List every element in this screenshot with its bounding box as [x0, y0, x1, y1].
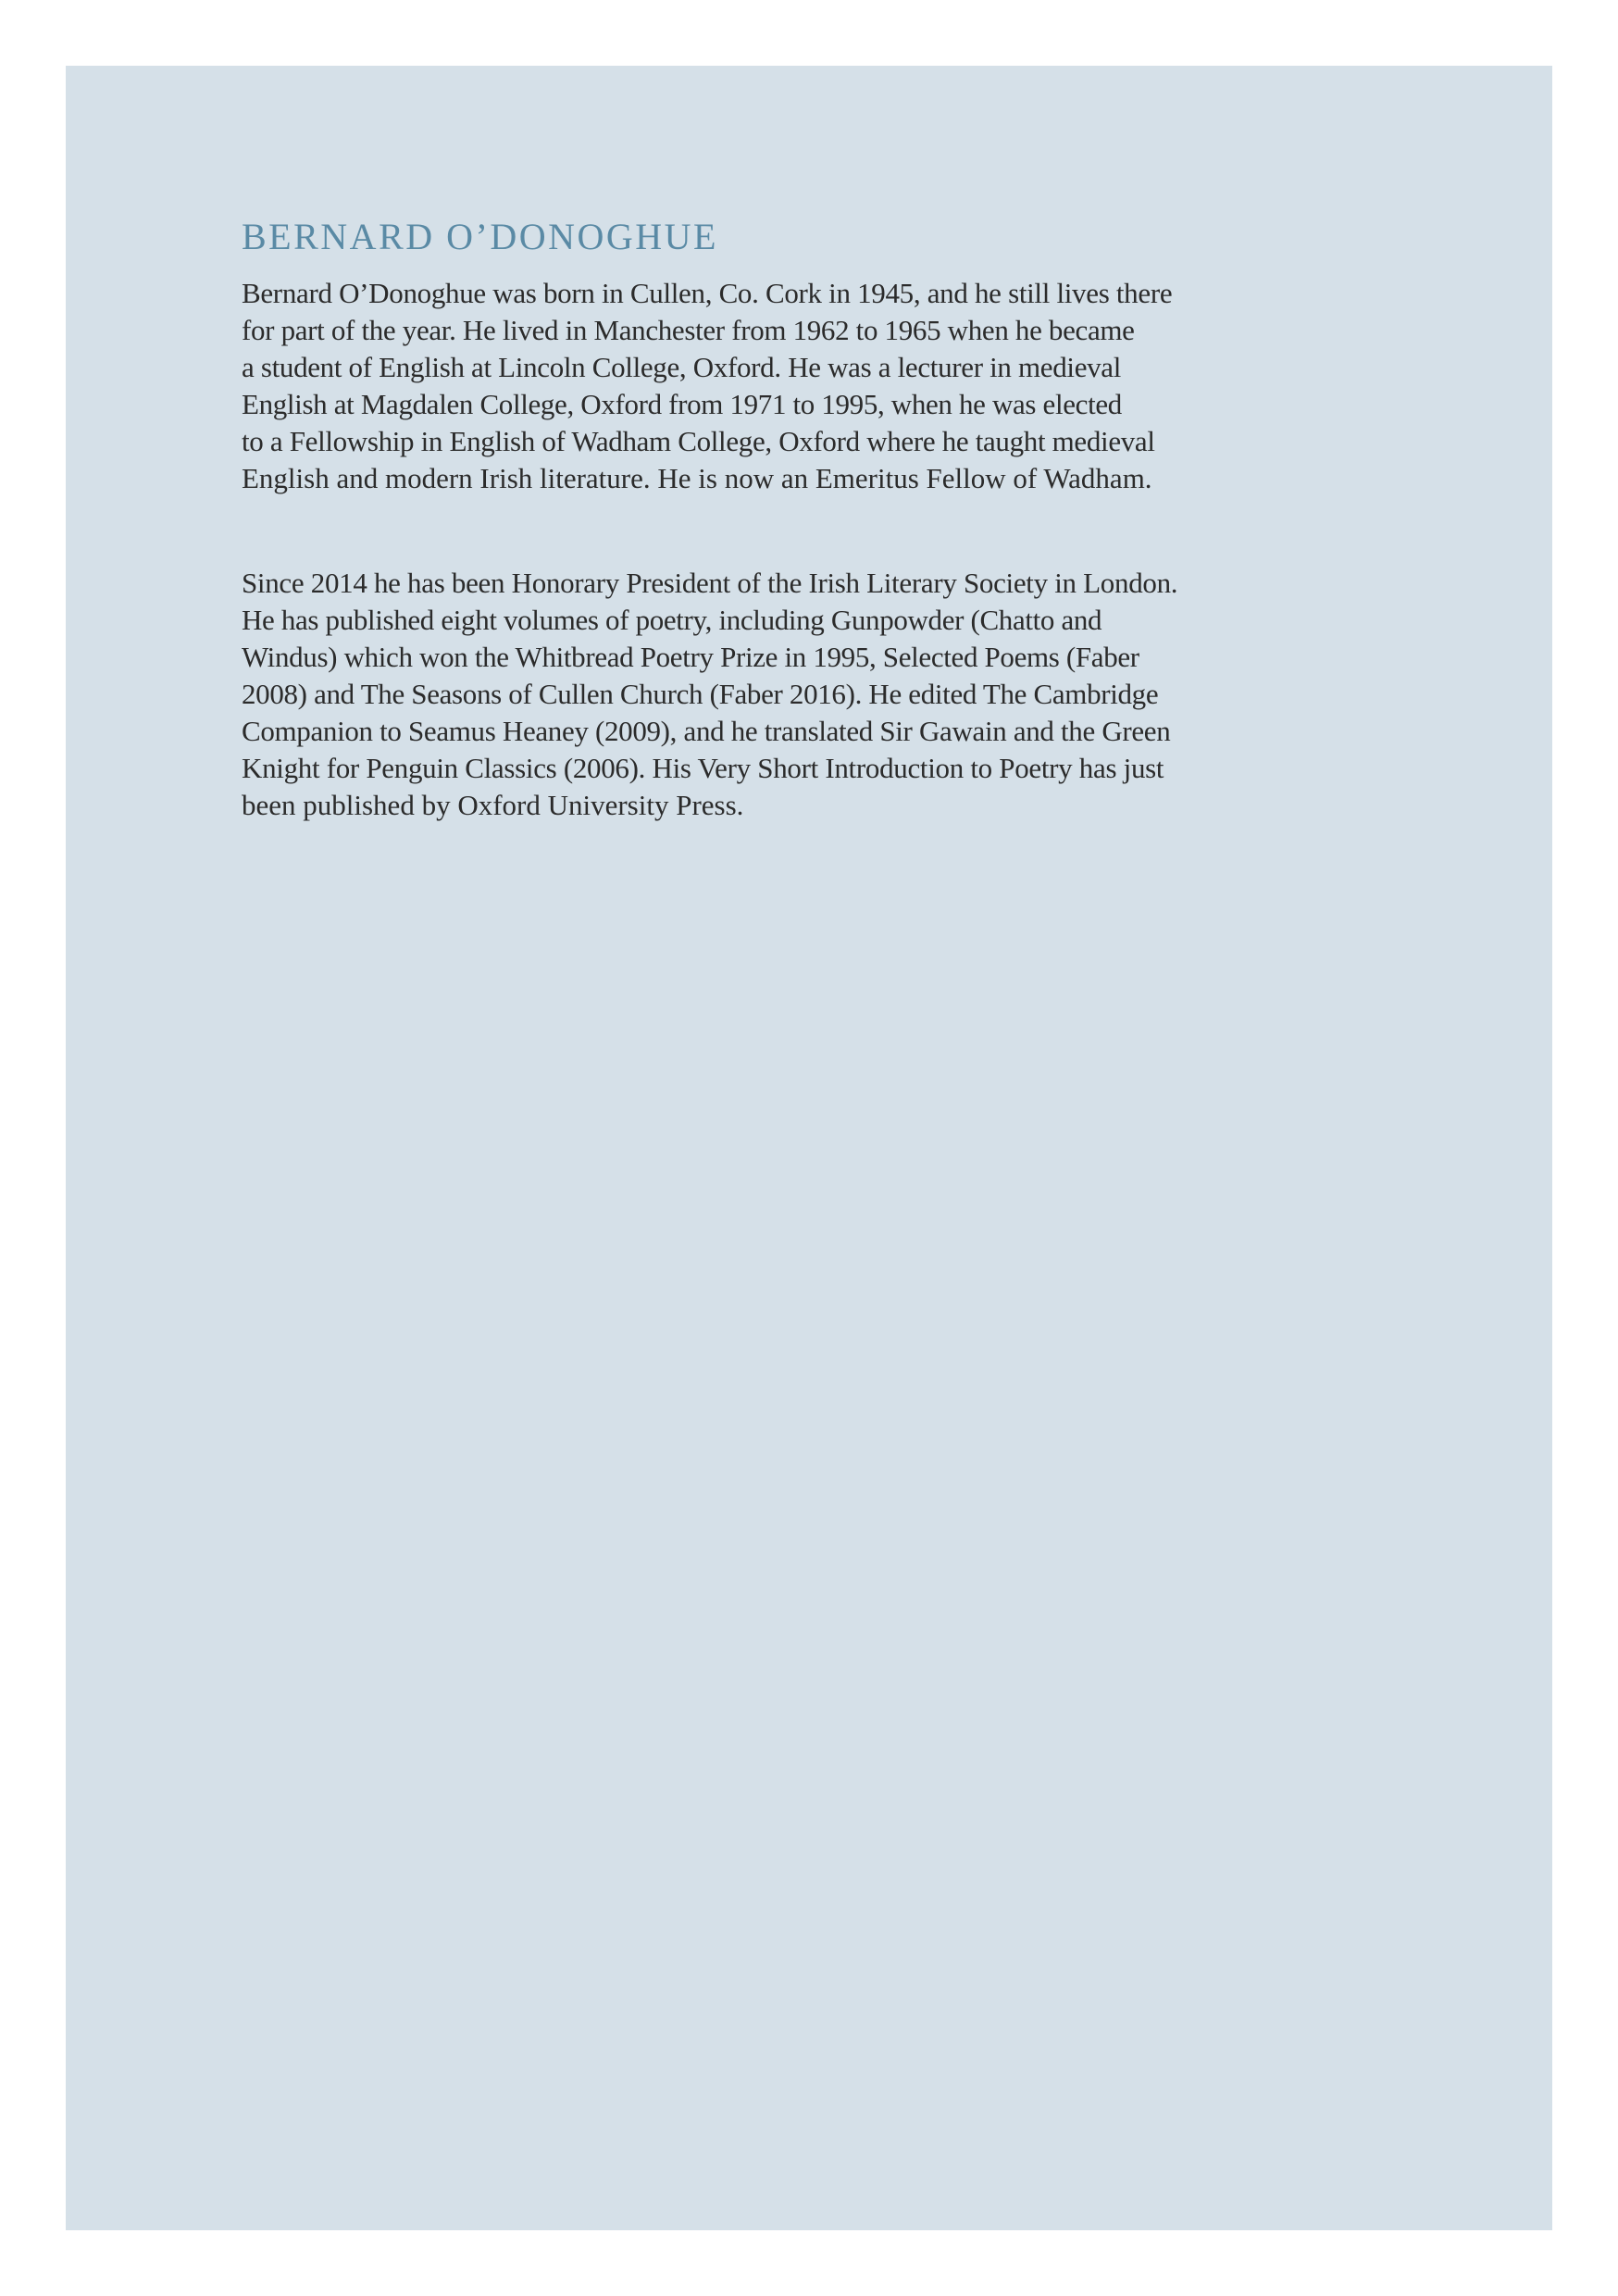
text-line: English at Magdalen College, Oxford from 1971 to 1995, when he was elected [242, 388, 1122, 420]
text-line: to a Fellowship in English of Wadham College, Oxford where he taught medieval [242, 425, 1155, 457]
text-line: a student of English at Lincoln College, Oxford. He was a lecturer in medieval [242, 351, 1122, 383]
author-heading: BERNARD O’DONOGHUE [242, 216, 718, 257]
text-line: 2008) and The Seasons of Cullen Church (Faber 2016). He edited The Cambridge [242, 678, 1159, 710]
text-line: Companion to Seamus Heaney (2009), and he translated Sir Gawain and the Green [242, 715, 1171, 747]
text-line: He has published eight volumes of poetry, including Gunpowder (Chatto and [242, 604, 1102, 636]
text-line: been published by Oxford University Press. [242, 789, 744, 821]
text-line: Windus) which won the Whitbread Poetry Prize in 1995, Selected Poems (Faber [242, 641, 1139, 673]
text-line: Since 2014 he has been Honorary President of the Irish Literary Society in London. [242, 567, 1178, 599]
bio-paragraph-2 [242, 565, 1389, 824]
bio-paragraph-1 [242, 275, 1389, 497]
text-line: Bernard O’Donoghue was born in Cullen, Co. Cork in 1945, and he still lives there [242, 277, 1173, 309]
text-line: English and modern Irish literature. He is now an Emeritus Fellow of Wadham. [242, 462, 1152, 494]
text-line: Knight for Penguin Classics (2006). His Very Short Introduction to Poetry has just [242, 752, 1164, 784]
text-line: for part of the year. He lived in Manchester from 1962 to 1965 when he became [242, 314, 1135, 346]
